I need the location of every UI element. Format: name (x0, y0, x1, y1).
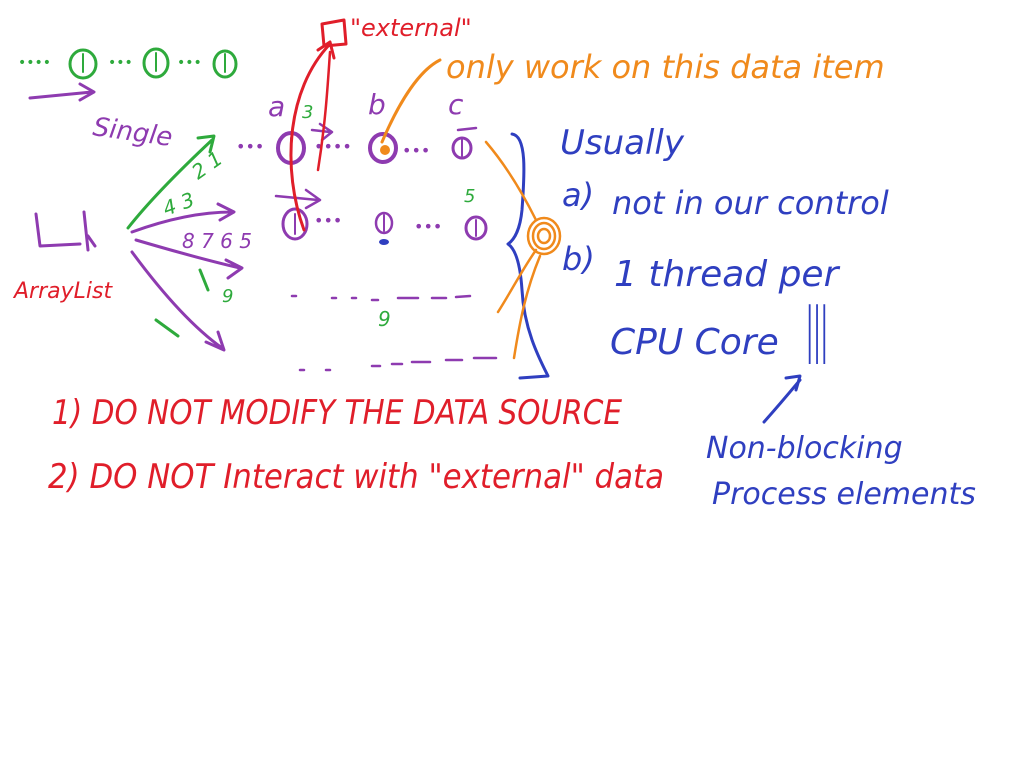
note-b-text-1: 1 thread per (614, 254, 839, 295)
arraylist-bucket (36, 212, 95, 250)
note-b-label: b) (562, 240, 595, 278)
row2-num-5: 5 (464, 186, 476, 207)
thread-bracket (508, 134, 548, 378)
note-a-text: not in our control (612, 184, 889, 222)
row1-dots-ab: •••• (314, 137, 352, 156)
fanout-num-9: 9 (222, 286, 234, 307)
note-non-blocking-1: Non-blocking (706, 431, 903, 466)
row3-num-9: 9 (378, 307, 391, 331)
fanout-arrows (128, 136, 252, 350)
fanout-num-4-3: 4 3 (159, 187, 198, 221)
note-usually: Usually (560, 123, 684, 163)
note-b-text-2: CPU Core (610, 322, 779, 363)
pipeline-dots-prefix: •••• (18, 55, 52, 71)
column-a-num-3: 3 (302, 102, 314, 123)
pipeline-row-1 (236, 133, 471, 163)
row2-dots-a: ••• (314, 211, 343, 230)
column-c-tick (458, 128, 476, 130)
fanout-green-ticks (156, 270, 208, 336)
non-blocking-arrow (764, 376, 800, 422)
column-label-c: c (448, 88, 464, 121)
pipeline-row-2 (276, 186, 486, 245)
usually-notes (560, 123, 976, 512)
pipeline-dash-b: ••• (177, 55, 202, 71)
only-work-label: only work on this data item (446, 48, 885, 86)
row1-prefix-dots: ••• (236, 137, 265, 156)
row1-dots-bc: ••• (402, 141, 431, 160)
external-box (322, 20, 346, 46)
row4-dashes (300, 358, 496, 370)
note-non-blocking-2: Process elements (712, 477, 976, 512)
note-a-label: a) (562, 176, 595, 214)
note-parallel-mark: ||| (806, 295, 828, 365)
column-label-b: b (368, 88, 386, 121)
only-work-arrow (382, 60, 440, 142)
fanout-num-2-1: 2 1 (187, 146, 227, 185)
single-label: Single (91, 112, 175, 154)
arraylist-label: ArrayList (14, 279, 113, 304)
rule-1: 1) DO NOT MODIFY THE DATA SOURCE (52, 393, 623, 433)
rule-2: 2) DO NOT Interact with "external" data (48, 457, 664, 497)
pipeline-dash-a: ••• (108, 55, 133, 71)
rules (48, 393, 664, 497)
cpu-core-group (486, 134, 560, 378)
arraylist-source (12, 212, 113, 304)
row3-dashes (292, 296, 470, 300)
row2-element-b-dot (379, 239, 389, 245)
row2-dots-bc: ••• (414, 217, 443, 236)
cpu-core-spiral (528, 218, 560, 254)
pipeline-row-3-4 (292, 296, 496, 370)
single-arrow (30, 84, 94, 100)
column-label-a: a (268, 90, 286, 123)
fanout-num-8765: 8 7 6 5 (182, 229, 252, 253)
external-label: "external" (350, 14, 472, 42)
row1-element-b-highlight (380, 145, 390, 155)
